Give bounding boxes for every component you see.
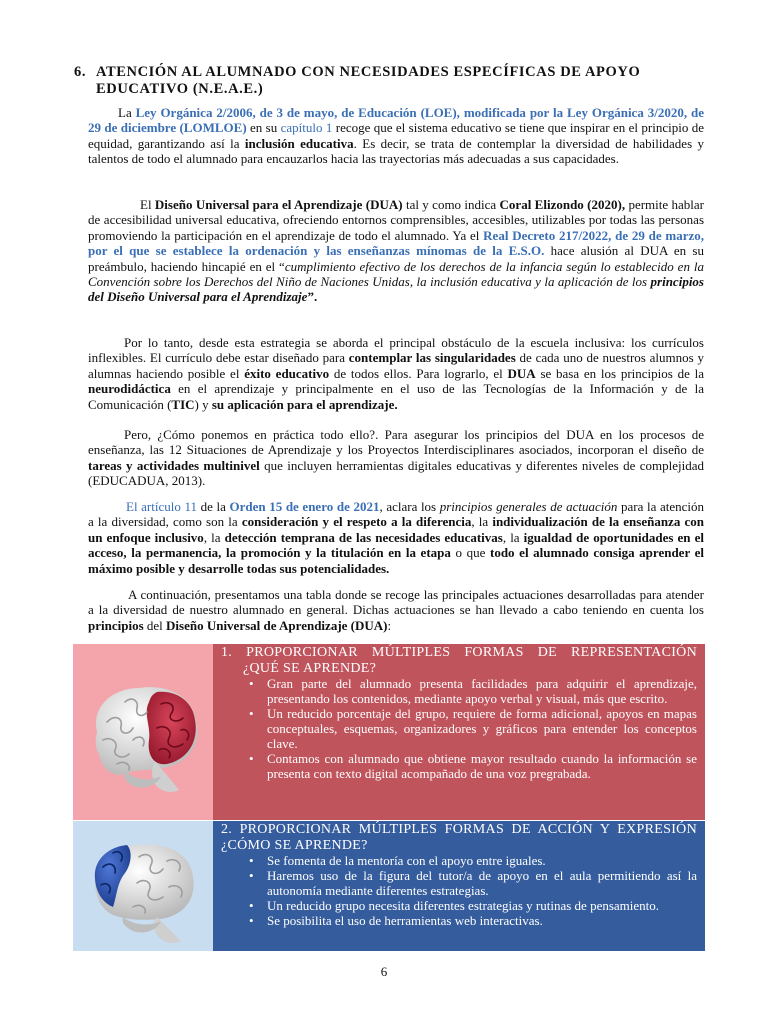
row-content	[213, 644, 705, 820]
paragraph-orden	[88, 499, 704, 576]
bold-text: Diseño Universal de Aprendizaje (DUA)	[166, 617, 388, 633]
bold-text: contemplar las singularidades	[348, 350, 516, 366]
list-item	[249, 853, 697, 868]
bold-text: igualdad de oportunidades en el acceso, la permanencia, la promoción y la titulación en la etapa	[88, 529, 704, 561]
list-item-text: Haremos uso de la figura del tutor/a de apoyo en el aula permitiendo así la autonomía mediante diferentes estrategias.	[267, 868, 697, 898]
text: para la atención a la diversidad, como son la	[88, 499, 704, 530]
text: de todos ellos. Para lograrlo, el	[329, 365, 508, 381]
list-item	[249, 868, 697, 898]
text: permite hablar de accesibilidad universal educativa, ofreciendo entornos comprensibles, accesibles, utilizables por todas las personas promoviendo la participación en el aprendizaje de todo el alumnado. Ya el	[88, 197, 704, 243]
brain-icon	[73, 644, 213, 820]
section-heading	[74, 64, 706, 98]
text: en su	[246, 120, 281, 136]
row-title-line1: 1. PROPORCIONAR MÚLTIPLES FORMAS DE REPRESENTACIÓN	[221, 645, 697, 660]
bold-italic-text: principios del Diseño Universal para el Aprendizaje	[88, 274, 704, 305]
bold-text: individualización de la enseñanza con un enfoque inclusivo	[88, 514, 704, 545]
list-item	[249, 898, 697, 913]
paragraph-tabla-intro	[88, 587, 704, 633]
law-link-loe[interactable]: Ley Orgánica 2/2006, de 3 de mayo, de Educación (LOE), modificada por la Ley Orgánica 3/2020, de 29 de diciembre (LOMLOE)	[88, 105, 704, 136]
text: La	[118, 105, 136, 120]
paragraph-curriculo	[88, 335, 704, 412]
bold-text: consideración y el respeto a la diferencia	[241, 514, 472, 530]
italic-text: principios generales de actuación	[439, 499, 618, 514]
bold-text: TIC	[171, 396, 195, 412]
list-item	[249, 676, 697, 706]
bullet-icon: •	[249, 913, 254, 928]
bold-text: principios	[88, 617, 144, 633]
brain-image-blue	[73, 821, 213, 951]
paragraph-dua	[88, 197, 704, 305]
list-item-text: Gran parte del alumnado presenta facilidades para adquirir el aprendizaje, presentando los contenidos, mediante apoyo verbal y visual, más que escrito.	[267, 676, 697, 706]
text: . Es decir, se trata de contemplar la diversidad de habilidades y talentos de todo el alumnado para encauzarlos hacia las trayectorias más adecuadas a sus capacidades.	[88, 135, 705, 167]
text: A continuación, presentamos una tabla donde se recoge las principales actuaciones desarrolladas para atender a la diversidad de nuestro alumnado en general. Dichas actuaciones se han llevado a cabo teniendo en cuenta los	[88, 587, 704, 618]
text: tal y como indica	[402, 197, 500, 212]
italic-text: cumplimiento efectivo de los derechos de la infancia según lo establecido en la Convención sobre los Derechos del Niño de Naciones Unidas, la inclusión educativa y la aplicación de los	[88, 258, 704, 290]
bold-text: todo el alumnado consiga aprender el máximo posible y desarrolle todas sus potencialidades.	[88, 545, 704, 576]
text: Pero, ¿Cómo ponemos en práctica todo ello?. Para asegurar los principios del DUA en los procesos de enseñanza, las 12 Situaciones de Aprendizaje y los Proyectos Interdisciplinares asociados, incorporan el diseño de	[88, 427, 704, 458]
row-title: 2. PROPORCIONAR MÚLTIPLES FORMAS DE ACCIÓN Y EXPRESIÓN ¿CÓMO SE APRENDE?	[221, 822, 697, 853]
text: , la	[203, 529, 225, 545]
bullet-icon: •	[249, 676, 254, 691]
orden-link[interactable]: Orden 15 de enero de 2021	[229, 499, 380, 514]
text: que incluyen herramientas digitales educativas y diferentes niveles de complejidad (EDUCADUA, 2013).	[88, 457, 704, 489]
list-item-text: Se posibilita el uso de herramientas web interactivas.	[267, 913, 543, 928]
bold-text: tareas y actividades multinivel	[88, 457, 260, 473]
dua-table-row-accion-expresion	[73, 821, 705, 951]
text: o que	[450, 545, 490, 561]
text: del	[143, 617, 167, 633]
text: ) y	[194, 396, 212, 412]
text: en el aprendizaje y principalmente en el uso de las Tecnologías de la Información y de la Comunicación (	[88, 381, 704, 412]
list-item	[249, 913, 697, 928]
list-item-text: Se fomenta de la mentoría con el apoyo entre iguales.	[267, 853, 546, 868]
bullet-icon: •	[249, 868, 254, 883]
text: , la	[502, 529, 524, 545]
bold-text: DUA	[507, 365, 536, 381]
section-number: 6.	[74, 64, 87, 80]
section-title-line1: ATENCIÓN AL ALUMNADO CON NECESIDADES ESPECÍFICAS DE APOYO	[96, 64, 641, 80]
row-title-line2: ¿QUÉ SE APRENDE?	[243, 660, 377, 676]
page-number: 6	[380, 964, 388, 979]
list-item-text: Un reducido porcentaje del grupo, requiere de forma adicional, apoyos en mapas conceptuales, esquemas, organizadores y gráficos para entender los conceptos clave.	[267, 706, 697, 751]
text: ”.	[307, 289, 318, 305]
text: recoge que el sistema educativo se tiene que inspirar en el principio de equidad, garantizando así la	[88, 120, 704, 151]
paragraph-practica	[88, 427, 704, 489]
bullet-icon: •	[249, 898, 254, 913]
bullet-icon: •	[249, 706, 254, 721]
brain-image-red	[73, 644, 213, 820]
bold-text: detección temprana de las necesidades educativas	[224, 529, 503, 545]
row-title	[213, 644, 705, 676]
bullet-list	[213, 676, 705, 781]
bold-text: éxito educativo	[244, 365, 330, 381]
list-item-text: Contamos con alumnado que obtiene mayor resultado cuando la información se presenta con texto digital acompañado de una voz pregrabada.	[267, 751, 697, 781]
bold-text: neurodidáctica	[88, 381, 171, 397]
bullet-list	[213, 853, 705, 928]
section-title-line2: EDUCATIVO (N.E.A.E.)	[96, 81, 264, 97]
bullet-icon: •	[249, 853, 254, 868]
bold-text: Diseño Universal para el Aprendizaje (DUA)	[154, 197, 403, 212]
brain-icon	[73, 821, 213, 951]
bold-text: inclusión educativa	[244, 135, 354, 151]
article-link[interactable]: El artículo 11	[126, 499, 197, 514]
chapter-link[interactable]: capítulo 1	[280, 120, 333, 136]
paragraph-loe	[88, 105, 704, 167]
text: se basa en los principios de la	[535, 365, 704, 381]
dua-table-row-representacion	[73, 644, 705, 820]
bold-text: Coral Elizondo (2020),	[499, 197, 626, 212]
row-content	[213, 821, 705, 951]
list-item	[249, 706, 697, 751]
text: Por lo tanto, desde esta estrategia se aborda el principal obstáculo de la escuela inclusiva: los currículos inflexibles. El currículo debe estar diseñado para	[88, 335, 704, 366]
text: de la	[197, 499, 230, 514]
text: El	[140, 197, 155, 212]
text: :	[387, 617, 392, 633]
text: , la	[471, 514, 493, 530]
bold-text: su aplicación para el aprendizaje.	[211, 396, 398, 412]
text: de cada uno de nuestros alumnos y alumnas haciendo posible el	[88, 350, 704, 381]
bullet-icon: •	[249, 751, 254, 766]
law-link-rd[interactable]: Real Decreto 217/2022, de 29 de marzo, por el que se establece la ordenación y las enseñanzas mínomas de la E.S.O.	[88, 227, 704, 259]
list-item	[249, 751, 697, 781]
list-item-text: Un reducido grupo necesita diferentes estrategias y rutinas de pensamiento.	[267, 898, 660, 913]
text: , aclara los	[379, 499, 440, 514]
text: hace alusión al DUA en su preámbulo, haciendo hincapié en el “	[88, 243, 704, 274]
